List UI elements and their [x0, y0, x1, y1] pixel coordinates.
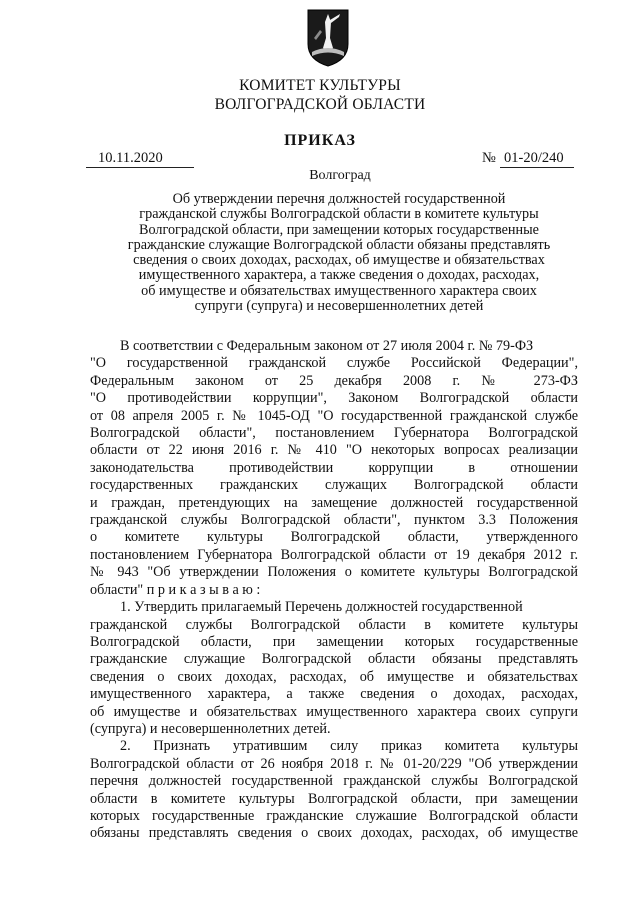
- committee-name-line1: КОМИТЕТ КУЛЬТУРЫ: [239, 77, 401, 94]
- committee-name-line2: ВОЛГОГРАДСКОЙ ОБЛАСТИ: [214, 96, 426, 113]
- body-line: законодательства противодействии коррупции в отношении: [90, 459, 578, 476]
- order-title: ПРИКАЗ: [284, 132, 356, 149]
- body-line: области" п р и к а з ы в а ю :: [90, 581, 261, 598]
- body-line: В соответствии с Федеральным законом от 27 июля 2004 г. № 79-ФЗ: [120, 338, 534, 354]
- body-line: 1. Утвердить прилагаемый Перечень должностей государственной: [120, 599, 523, 616]
- body-line: Волгоградской области, при замещении которых государственные: [90, 633, 578, 650]
- body-line: имущественного характера, а также сведения о доходах, расходах,: [90, 686, 578, 703]
- body-line: о комитете культуры Волгоградской области, утвержденного: [90, 529, 578, 546]
- subject-line: супруги (супруга) и несовершеннолетних детей: [194, 298, 484, 315]
- order-date: 10.11.2020: [98, 150, 163, 166]
- body-line: государственных гражданских служащих Волгоградской области: [90, 477, 578, 494]
- order-subject: [104, 192, 574, 314]
- subject-line: гражданской службы Волгоградской области в комитете культуры: [139, 206, 539, 223]
- body-line: об имуществе и обязательствах имущественного характера своих супруги: [90, 703, 578, 720]
- committee-name: [0, 76, 640, 114]
- order-body: [90, 338, 578, 843]
- subject-line: Об утверждении перечня должностей государственной: [172, 191, 506, 207]
- body-line: (супруга) и несовершеннолетних детей.: [90, 720, 331, 737]
- subject-line: сведения о своих доходах, расходах, об имуществе и обязательствах: [133, 252, 545, 269]
- body-line: области от 22 июня 2016 г. № 410 "О некоторых вопросах реализации: [90, 442, 578, 459]
- subject-line: Волгоградской области, при замещении которых государственные: [139, 221, 539, 238]
- body-line: № 943 "Об утверждении Положения о комитете культуры Волгоградской: [90, 564, 578, 581]
- body-line: гражданской службы Волгоградской области", пунктом 3.3 Положения: [90, 512, 578, 529]
- city: Волгоград: [309, 168, 371, 183]
- body-line: области в комитете культуры Волгоградской области, при замещении: [90, 790, 578, 807]
- body-line: сведения о своих доходах, расходах, об имуществе и обязательствах: [90, 668, 578, 685]
- body-line: обязаны представлять сведения о своих доходах, расходах, об имуществе: [90, 825, 578, 842]
- coat-of-arms-emblem: [306, 8, 350, 68]
- subject-line: имущественного характера, а также сведения о доходах, расходах,: [138, 267, 540, 284]
- order-number: 01-20/240: [504, 150, 564, 166]
- body-line: от 08 апреля 2005 г. № 1045-ОД "О государственной гражданской службе: [90, 407, 578, 424]
- body-line: гражданской службы Волгоградской области в комитете культуры: [90, 616, 578, 633]
- body-line: Волгоградской области от 26 ноября 2018 г. № 01-20/229 "Об утверждении: [90, 755, 578, 772]
- number-sign: №: [482, 150, 496, 166]
- body-line: и граждан, претендующих на замещение должностей государственной: [90, 494, 578, 511]
- body-line: перечня должностей государственной гражданской службы Волгоградской: [90, 773, 578, 790]
- body-line: гражданские служащие Волгоградской области обязаны представлять: [90, 651, 578, 668]
- body-line: "О противодействии коррупции", Законом Волгоградской области: [90, 390, 578, 407]
- body-line: Волгоградской области", постановлением Губернатора Волгоградской: [90, 425, 578, 442]
- body-line: Федеральным законом от 25 декабря 2008 г. № 273-ФЗ: [90, 372, 578, 389]
- subject-line: гражданские служащие Волгоградской области обязаны представлять: [127, 236, 551, 253]
- body-line: которых государственные гражданские служашие Волгоградской области: [90, 807, 578, 824]
- subject-line: об имуществе и обязательствах имущественного характера своих: [141, 282, 537, 299]
- body-line: постановлением Губернатора Волгоградской области от 19 декабря 2012 г.: [90, 546, 578, 563]
- body-line: 2. Признать утратившим силу приказ комитета культуры: [120, 738, 578, 755]
- body-line: "О государственной гражданской службе Российской Федерации",: [90, 355, 578, 372]
